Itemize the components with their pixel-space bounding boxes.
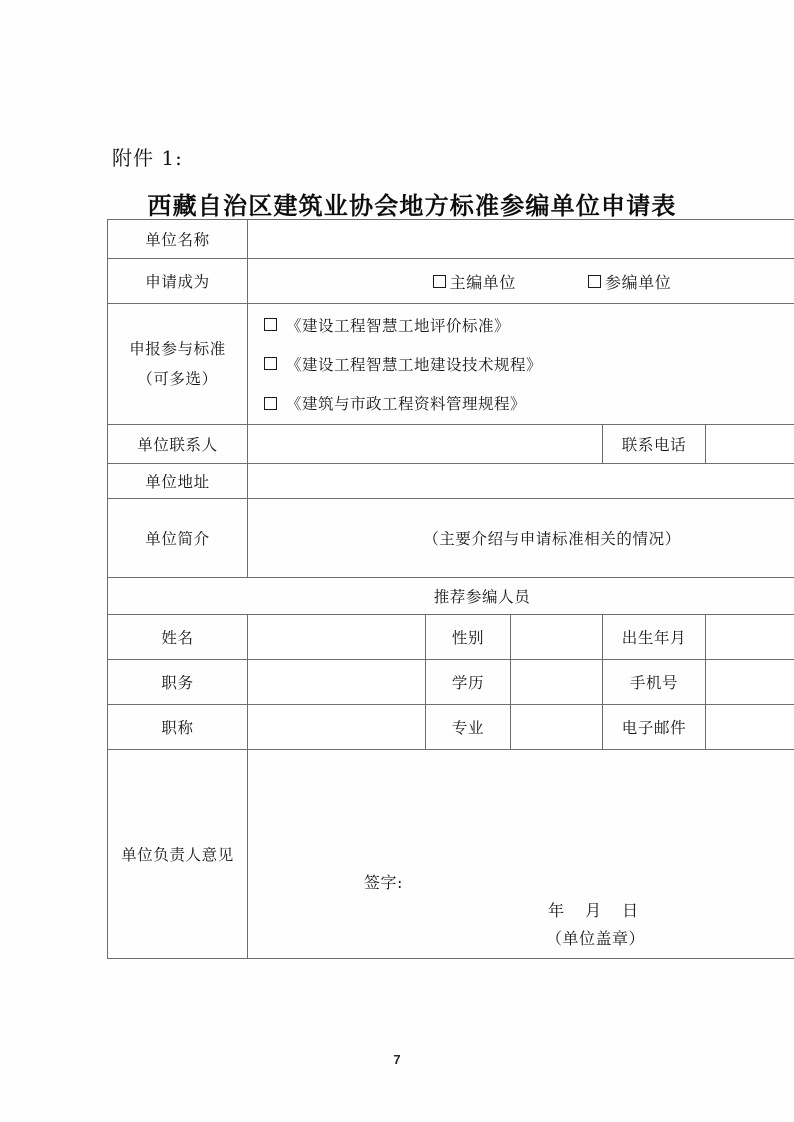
person-name-label: 姓名 xyxy=(108,615,248,660)
contact-person-input[interactable] xyxy=(248,425,603,464)
table-row-standards xyxy=(108,304,794,425)
apply-option-label: 参编单位 xyxy=(605,272,672,292)
table-row-address xyxy=(108,464,794,499)
apply-option-participating-editor[interactable] xyxy=(588,270,671,293)
person-birthdate-label: 出生年月 xyxy=(603,615,706,660)
attachment-label: 附件 1: xyxy=(112,146,183,170)
standard-option-label: 《建设工程智慧工地建设技术规程》 xyxy=(286,355,543,374)
apply-as-label: 申请成为 xyxy=(108,259,248,304)
standard-option-evaluation[interactable] xyxy=(264,314,794,336)
person-major-input[interactable] xyxy=(511,705,603,750)
person-title-label: 职称 xyxy=(108,705,248,750)
apply-option-label: 主编单位 xyxy=(449,272,516,292)
unit-name-label: 单位名称 xyxy=(108,220,248,259)
unit-address-label: 单位地址 xyxy=(108,464,248,499)
contact-person-label: 单位联系人 xyxy=(108,425,248,464)
apply-option-chief-editor[interactable] xyxy=(433,270,516,293)
standard-option-construction-tech[interactable] xyxy=(264,353,794,375)
table-row-person-1 xyxy=(108,615,794,660)
checkbox-icon[interactable] xyxy=(264,318,277,331)
recommended-section-label: 推荐参编人员 xyxy=(108,578,794,615)
person-education-label: 学历 xyxy=(426,660,511,705)
contact-phone-input[interactable] xyxy=(706,425,794,464)
leader-opinion-label: 单位负责人意见 xyxy=(108,750,248,959)
contact-phone-label: 联系电话 xyxy=(603,425,706,464)
person-birthdate-input[interactable] xyxy=(706,615,794,660)
unit-intro-label: 单位简介 xyxy=(108,499,248,578)
person-position-input[interactable] xyxy=(248,660,426,705)
standard-option-data-management[interactable] xyxy=(264,392,794,414)
standards-label-cell xyxy=(108,304,248,425)
checkbox-icon[interactable] xyxy=(433,275,446,288)
person-name-input[interactable] xyxy=(248,615,426,660)
standard-option-label: 《建筑与市政工程资料管理规程》 xyxy=(286,395,527,414)
table-row-intro xyxy=(108,499,794,578)
unit-name-input[interactable] xyxy=(248,220,794,259)
table-row-unit-name xyxy=(108,220,794,259)
person-mobile-label: 手机号 xyxy=(603,660,706,705)
standards-options-cell xyxy=(248,304,794,425)
unit-address-input[interactable] xyxy=(248,464,794,499)
standards-label-line2: （可多选） xyxy=(137,370,218,388)
table-row-section-header xyxy=(108,578,794,615)
checkbox-icon[interactable] xyxy=(588,275,601,288)
person-position-label: 职务 xyxy=(108,660,248,705)
application-form-table xyxy=(107,219,794,959)
person-gender-input[interactable] xyxy=(511,615,603,660)
person-gender-label: 性别 xyxy=(426,615,511,660)
date-line: 年 月 日 xyxy=(548,901,647,920)
page-number: 7 xyxy=(393,1052,401,1067)
seal-note: （单位盖章） xyxy=(546,929,646,948)
checkbox-icon[interactable] xyxy=(264,397,277,410)
table-row-person-2 xyxy=(108,660,794,705)
page-title: 西藏自治区建筑业协会地方标准参编单位申请表 xyxy=(147,191,677,220)
standards-label-line1: 申报参与标准 xyxy=(129,339,226,358)
checkbox-icon[interactable] xyxy=(264,357,277,370)
leader-opinion-area[interactable] xyxy=(248,750,794,959)
person-email-label: 电子邮件 xyxy=(603,705,706,750)
table-row-leader-opinion xyxy=(108,750,794,959)
signature-label: 签字: xyxy=(364,873,403,892)
table-row-contact xyxy=(108,425,794,464)
unit-intro-input[interactable] xyxy=(248,499,794,578)
apply-as-options-cell xyxy=(248,259,794,304)
person-major-label: 专业 xyxy=(426,705,511,750)
table-row-apply-as xyxy=(108,259,794,304)
standard-option-label: 《建设工程智慧工地评价标准》 xyxy=(286,316,511,335)
table-row-person-3 xyxy=(108,705,794,750)
person-email-input[interactable] xyxy=(706,705,794,750)
person-title-input[interactable] xyxy=(248,705,426,750)
unit-intro-hint: （主要介绍与申请标准相关的情况） xyxy=(423,530,681,548)
person-mobile-input[interactable] xyxy=(706,660,794,705)
person-education-input[interactable] xyxy=(511,660,603,705)
